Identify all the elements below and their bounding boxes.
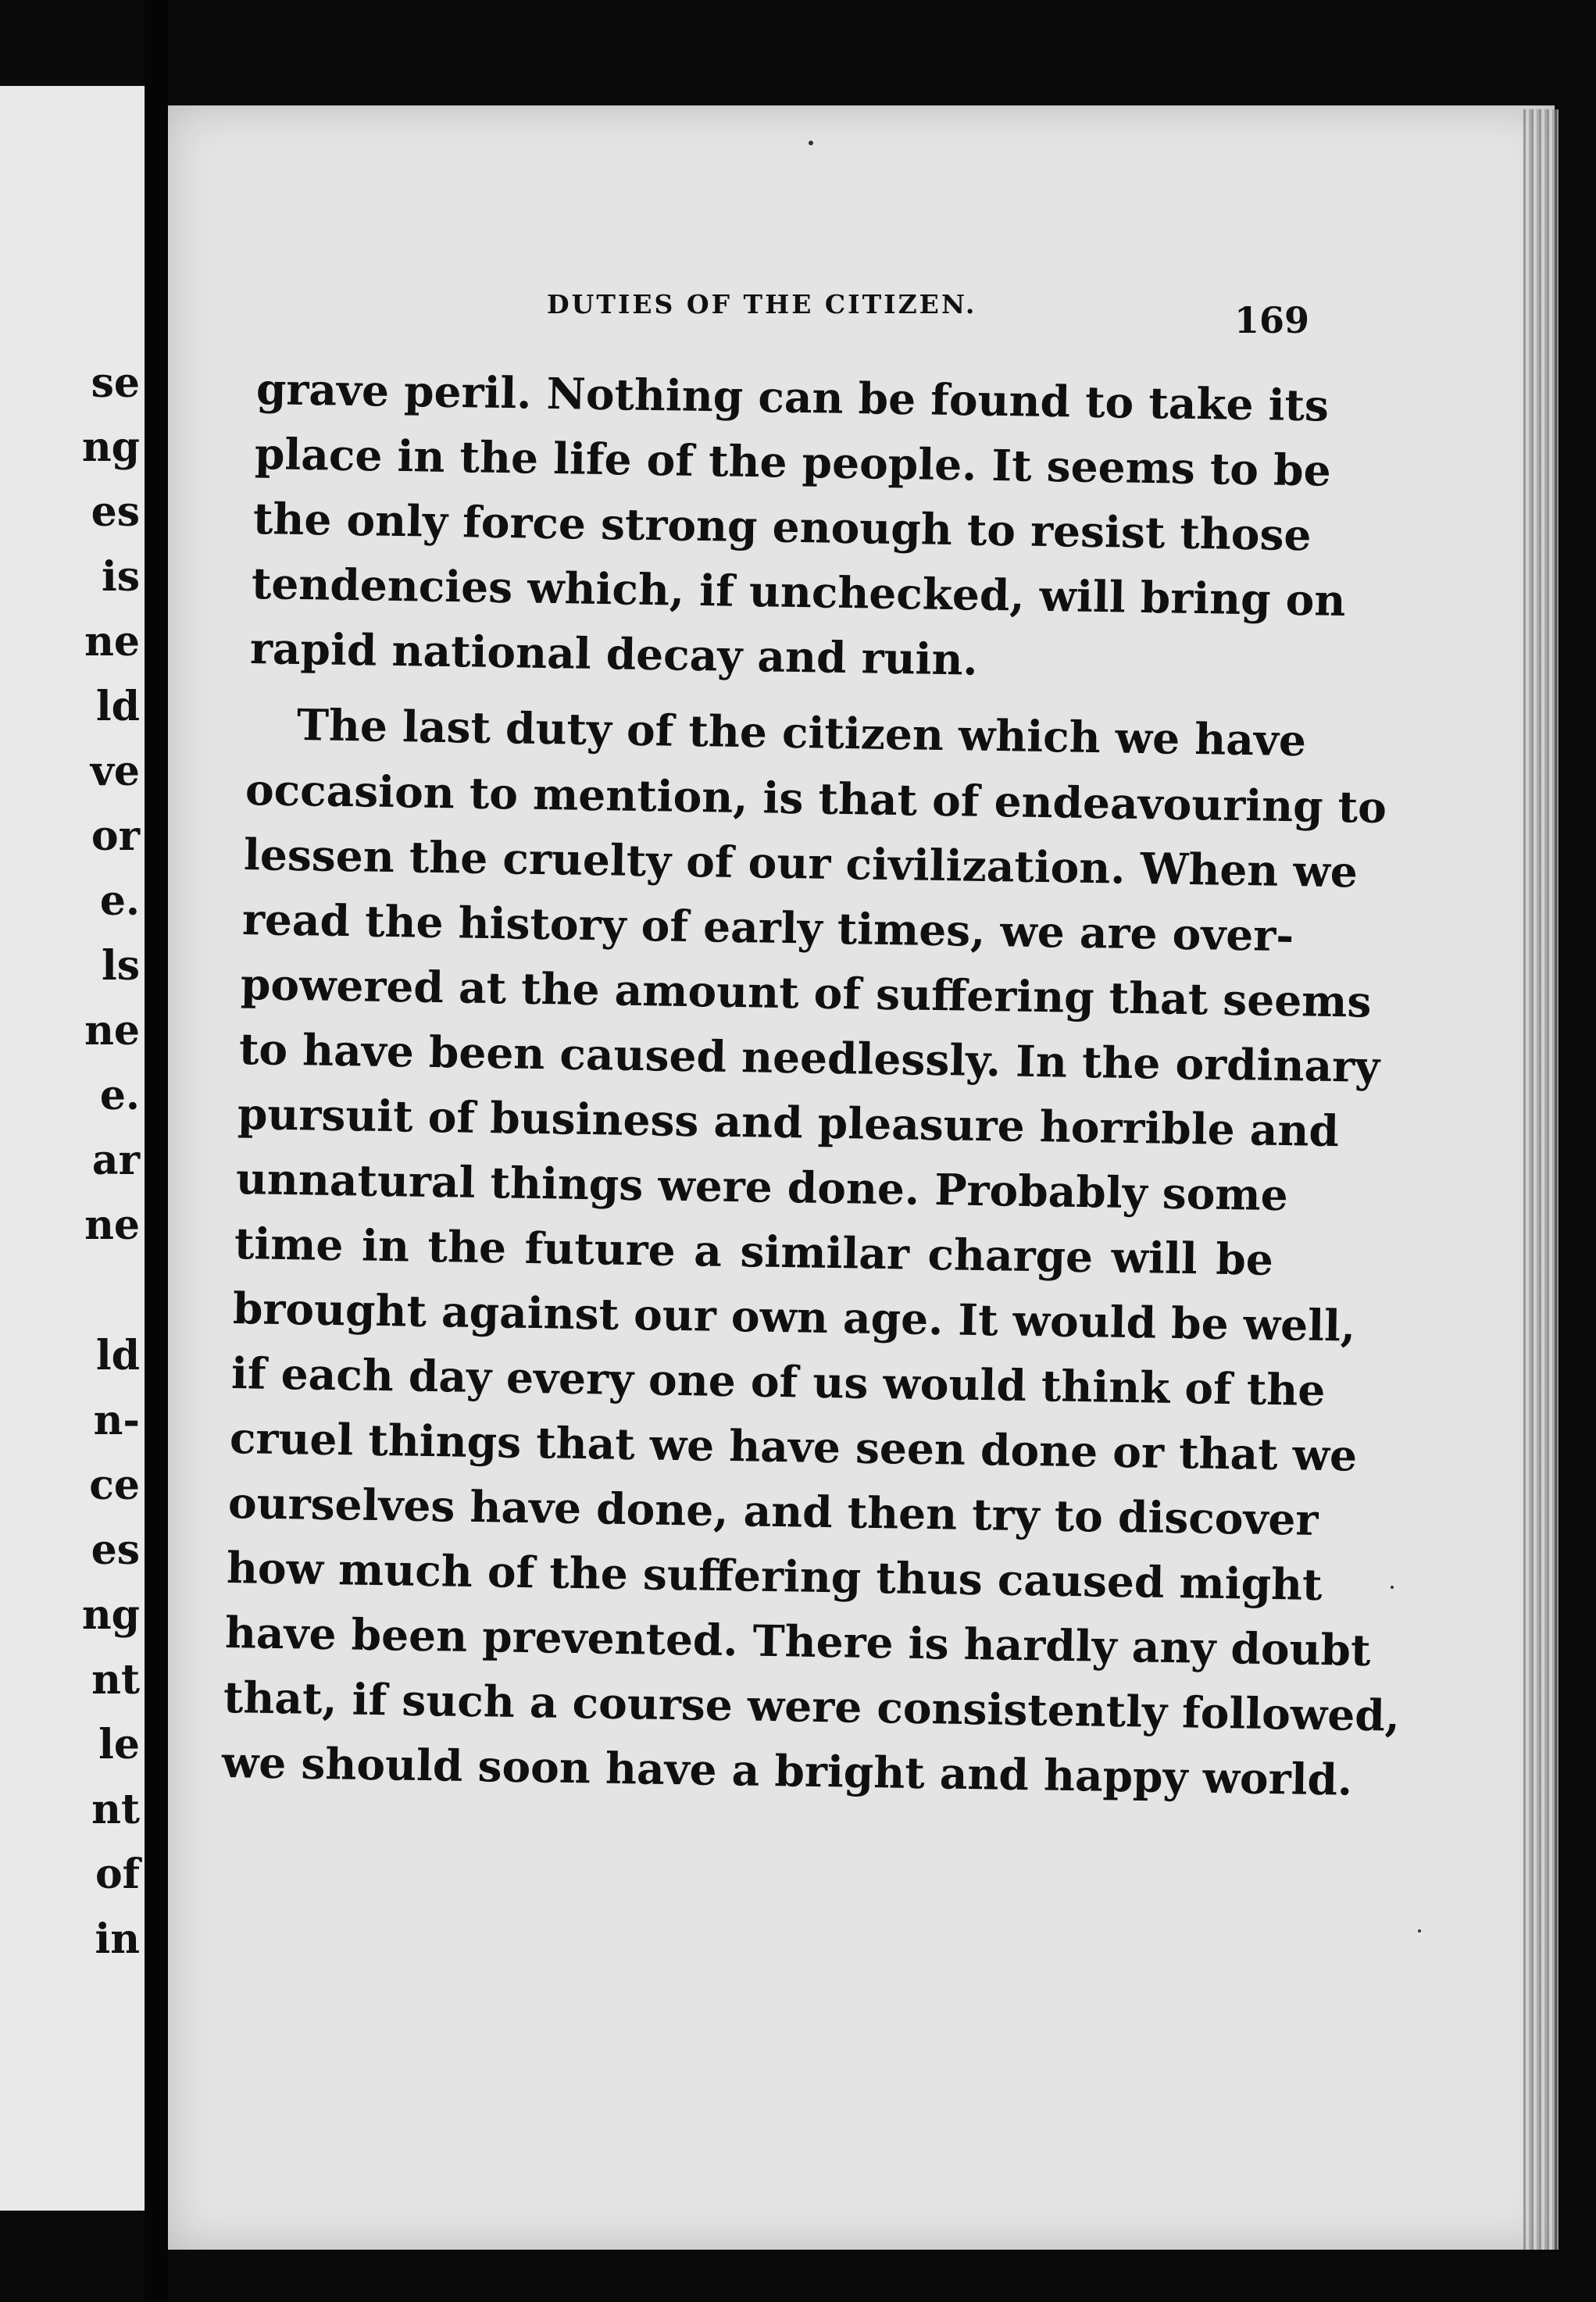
page-edge-shadow — [1523, 109, 1559, 2250]
text-line: place in the life of the people. It seems to be — [254, 428, 1332, 496]
text-line: we should soon have a bright and happy world. — [221, 1736, 1353, 1805]
left-page-fragment: n- — [93, 1397, 140, 1444]
left-page-fragment: of — [95, 1851, 140, 1898]
left-page-fragment: ve — [90, 748, 140, 795]
text-line: brought against our own age. It would be well, — [232, 1283, 1356, 1351]
left-page-fragment: e. — [99, 877, 140, 925]
facing-page-left — [0, 86, 145, 2211]
text-line: grave peril. Nothing can be found to take its — [255, 363, 1330, 431]
left-page-fragment: ne — [84, 618, 140, 666]
left-page-fragment: in — [95, 1915, 140, 1963]
left-page-fragment: ng — [81, 423, 140, 471]
text-line: time in the future a similar charge will be — [234, 1218, 1274, 1285]
left-page-fragment: ce — [89, 1462, 140, 1509]
text-line: occasion to mention, is that of endeavouring to — [245, 764, 1387, 833]
text-line: tendencies which, if unchecked, will bring on — [251, 558, 1346, 626]
text-line: the only force strong enough to resist those — [252, 493, 1312, 561]
text-line: if each day every one of us would think of the — [230, 1347, 1326, 1415]
left-page-fragment: ng — [81, 1591, 140, 1639]
text-line: rapid national decay and ruin. — [249, 623, 979, 685]
text-line: lessen the cruelty of our civilization. When we — [243, 829, 1359, 898]
left-page-fragment: ne — [84, 1007, 140, 1055]
left-page-fragment: ls — [101, 942, 140, 990]
text-line: that, if such a course were consistently followed, — [223, 1672, 1401, 1741]
speck-mark — [1391, 1586, 1394, 1589]
left-page-fragment: nt — [91, 1786, 140, 1833]
paragraph-first-line: The last duty of the citizen which we have — [296, 699, 1307, 766]
left-page-fragment: is — [101, 553, 140, 601]
book-gutter — [145, 0, 168, 2302]
text-line: read the history of early times, we are over- — [241, 894, 1294, 962]
left-page-fragment: se — [91, 359, 140, 407]
text-line: have been prevented. There is hardly any doubt — [224, 1607, 1371, 1676]
left-page-fragment: ne — [84, 1201, 140, 1249]
left-page-fragment: ar — [91, 1137, 140, 1184]
left-page-fragment: e. — [99, 1072, 140, 1119]
text-line: how much of the suffering thus caused might — [226, 1542, 1323, 1611]
left-page-fragment: le — [98, 1721, 140, 1768]
text-line: ourselves have done, and then try to discover — [227, 1477, 1319, 1545]
page-number: 169 — [1234, 299, 1310, 341]
left-page-fragment: es — [91, 488, 140, 536]
text-line: pursuit of business and pleasure horrible and — [237, 1088, 1340, 1157]
left-page-fragment: ld — [95, 1332, 140, 1379]
left-page-fragment: es — [91, 1526, 140, 1574]
left-page-fragment: or — [91, 812, 140, 860]
text-line: unnatural things were done. Probably some — [235, 1153, 1289, 1221]
text-line: powered at the amount of suffering that seems — [240, 958, 1372, 1027]
text-line: cruel things that we have seen done or that we — [229, 1412, 1358, 1481]
speck-mark — [809, 141, 813, 145]
running-head: DUTIES OF THE CITIZEN. — [547, 289, 977, 319]
left-page-fragment: nt — [91, 1656, 140, 1704]
left-page-fragment: ld — [95, 683, 140, 730]
text-line: to have been caused needlessly. In the ordinary — [238, 1023, 1380, 1092]
speck-mark — [1418, 1929, 1421, 1933]
